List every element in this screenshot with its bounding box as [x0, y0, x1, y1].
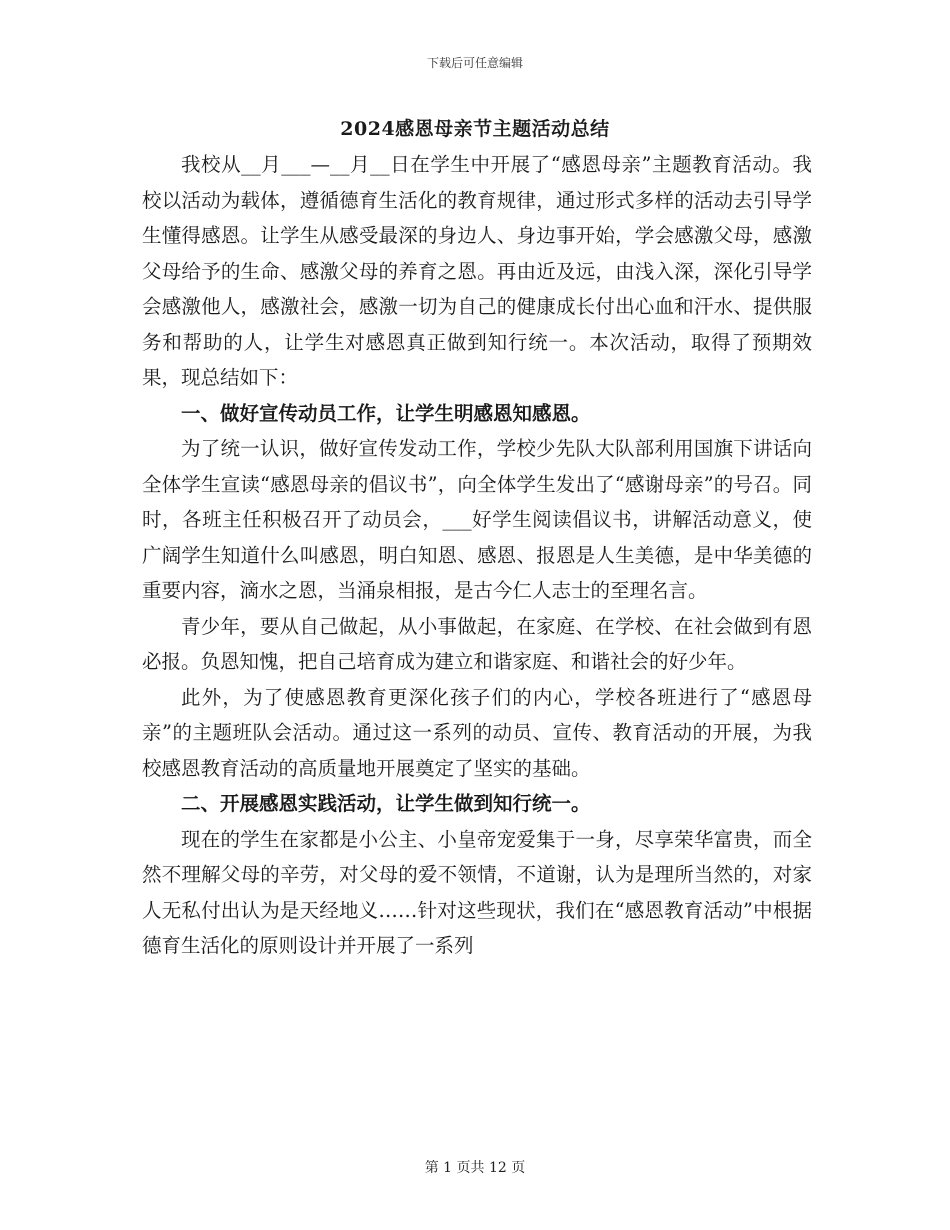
section-1-paragraph-1: 为了统一认识，做好宣传发动工作，学校少先队大队部利用国旗下讲话向全体学生宣读“感恩母亲的倡议书”，向全体学生发出了“感谢母亲”的号召。同时，各班主任积极召开了动员会，___好学生阅读倡议书，讲解活动意义，使广阔学生知道什么叫感恩，明白知恩、感恩、报恩是人生美德，是中华美德的重要内容，滴水之恩，当涌泉相报，是古今仁人志士的至理名言。 — [142, 437, 812, 602]
document-title: 2024感恩母亲节主题活动总结 — [340, 118, 610, 140]
section-2-paragraph-1: 现在的学生在家都是小公主、小皇帝宠爱集于一身，尽享荣华富贵，而全然不理解父母的辛劳，对父母的爱不领情，不道谢，认为是理所当然的，对家人无私付出认为是天经地义……针对这些现状，我们在“感恩教育活动”中根据德育生活化的原则设计并开展了一系列 — [142, 827, 812, 957]
section-1-paragraph-3: 此外，为了使感恩教育更深化孩子们的内心，学校各班进行了“感恩母亲”的主题班队会活动。通过这一系列的动员、宣传、教育活动的开展，为我校感恩教育活动的高质量地开展奠定了坚实的基础。 — [142, 685, 812, 780]
page-number-footer: 第 1 页共 12 页 — [424, 1160, 526, 1176]
intro-paragraph: 我校从__月___—__月__日在学生中开展了“感恩母亲”主题教育活动。我校以活动为载体，遵循德育生活化的教育规律，通过形式多样的活动去引导学生懂得感恩。让学生从感受最深的身边人、身边事开始，学会感激父母，感激父母给予的生命、感激父母的养育之恩。再由近及远，由浅入深，深化引导学会感激他人，感激社会，感激一切为自己的健康成长付出心血和汗水、提供服务和帮助的人，让学生对感恩真正做到知行统一。本次活动，取得了预期效果，现总结如下： — [142, 153, 812, 389]
section-2-heading: 二、开展感恩实践活动，让学生做到知行统一。 — [181, 792, 591, 815]
section-1-paragraph-2: 青少年，要从自己做起，从小事做起，在家庭、在学校、在社会做到有恩必报。负恩知愧，把自己培育成为建立和谐家庭、和谐社会的好少年。 — [142, 614, 812, 673]
document-body — [142, 147, 812, 964]
page-header-note: 下载后可任意编辑 — [426, 56, 523, 70]
section-1-heading: 一、做好宣传动员工作，让学生明感恩知感恩。 — [181, 401, 591, 425]
